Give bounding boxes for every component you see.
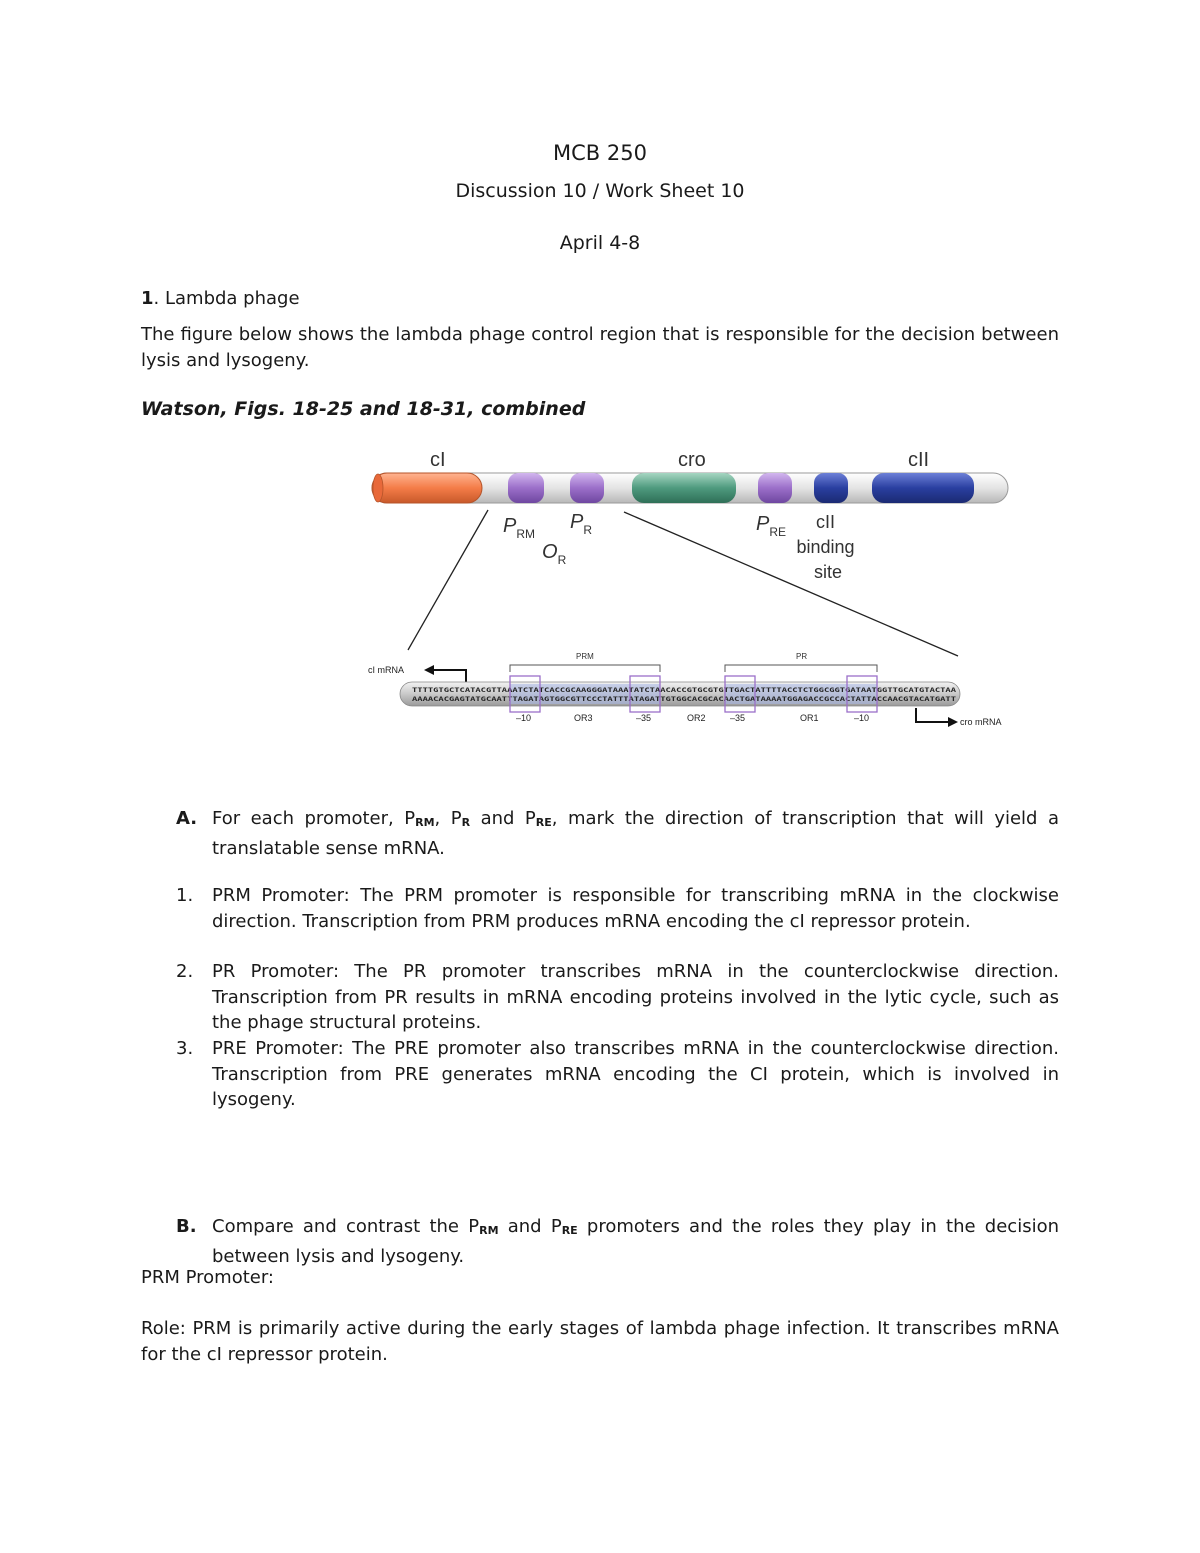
ci-gene-segment [372, 473, 482, 503]
cii-binding-segment [814, 473, 848, 503]
answer-text: PR Promoter: The PR promoter transcribes mRNA in the counterclockwise direction. Transcription from PR results in mRNA encoding proteins involved in the lytic cycle, such as the phage structural proteins. [212, 961, 1059, 1033]
ci-mrna-label: cI mRNA [368, 665, 404, 675]
date-range: April 4-8 [559, 232, 641, 254]
gene-label-cii: cII [908, 449, 930, 471]
sequence-top-strand: TTTTGTGCTCATACGTTAAATCTATCACCGCAAGGGATAAATATCTAACACCGTGCGTGTTGACTATTTTACCTCTGGCGGTGATAATGGTTGCATGTACTAA [412, 687, 957, 694]
prm-promoter-heading: PRM Promoter: [141, 1267, 274, 1288]
worksheet-title: Discussion 10 / Work Sheet 10 [455, 180, 745, 202]
operator-segment-3 [758, 473, 792, 503]
gene-label-cro: cro [678, 449, 706, 471]
label-minus35-left: –35 [636, 713, 652, 723]
cro-mrna-arrow [916, 708, 950, 722]
part-b-marker: B. [176, 1216, 197, 1237]
label-pre: $P_{RE}$ [756, 513, 787, 539]
label-minus10-left: –10 [516, 713, 532, 723]
figure-caption: Watson, Figs. 18-25 and 18-31, combined [141, 398, 586, 420]
part-a-marker: A. [176, 808, 198, 829]
gene-label-ci: cI [430, 449, 446, 471]
label-minus10-right: –10 [854, 713, 870, 723]
part-a-question: For each promoter, $P_{RM}$, $P_R$ and $P_{RE}$, mark the direction of transcription that will yield a translatable sense mRNA. [212, 808, 1059, 859]
label-minus35-right: –35 [730, 713, 746, 723]
cro-gene-segment [632, 473, 736, 503]
prm-role-text: Role: PRM is primarily active during the early stages of lambda phage infection. It transcribes mRNA for the cI repressor protein. [141, 1318, 1059, 1365]
zoom-line-right [624, 512, 958, 656]
label-or2: OR2 [687, 713, 706, 723]
operator-segment-1 [508, 473, 544, 503]
answer-text: PRM Promoter: The PRM promoter is responsible for transcribing mRNA in the clockwise direction. Transcription from PRM produces mRNA encoding the cI repressor protein. [212, 885, 1059, 932]
label-prm: $P_{RM}$ [503, 515, 536, 541]
detail-label-pr: PR [796, 652, 808, 661]
question-intro: The figure below shows the lambda phage control region that is responsible for the decision between lysis and lysogeny. [141, 324, 1059, 371]
course-title: MCB 250 [553, 141, 647, 165]
label-or3: OR3 [574, 713, 593, 723]
detail-label-prm: PRM [576, 652, 594, 661]
question-heading [141, 286, 300, 312]
operator-segment-2 [570, 473, 604, 503]
lambda-control-region-figure [360, 440, 1020, 740]
cro-mrna-label: cro mRNA [960, 717, 1002, 727]
answer-text: PRE Promoter: The PRE promoter also transcribes mRNA in the counterclockwise direction. Transcription from PRE generates mRNA encoding the CI protein, which is involved in lysogeny. [212, 1038, 1059, 1110]
label-or: $O_R$ [542, 541, 567, 567]
cii-gene-segment [872, 473, 974, 503]
label-or1: OR1 [800, 713, 819, 723]
answer-marker: 1. [176, 885, 194, 906]
label-cii-binding-site: cII binding site [796, 512, 855, 582]
question-title: . Lambda phage [153, 288, 300, 309]
label-pr: $P_R$ [570, 511, 593, 537]
answer-marker: 3. [176, 1038, 194, 1059]
zoom-line-left [408, 510, 488, 650]
part-b-question: Compare and contrast the $P_{RM}$ and $P_{RE}$ promoters and the roles they play in the decision between lysis and lysogeny. [212, 1216, 1060, 1267]
question-number: 1 [141, 288, 154, 309]
answer-marker: 2. [176, 961, 194, 982]
sequence-bottom-strand: AAAACACGAGTATGCAATTTAGATAGTGGCGTTCCCTATTTATAGATTGTGGCACGCACAACTGATAAAATGGAGACCGCCACTATTACCAACGTACATGATT [412, 696, 957, 703]
